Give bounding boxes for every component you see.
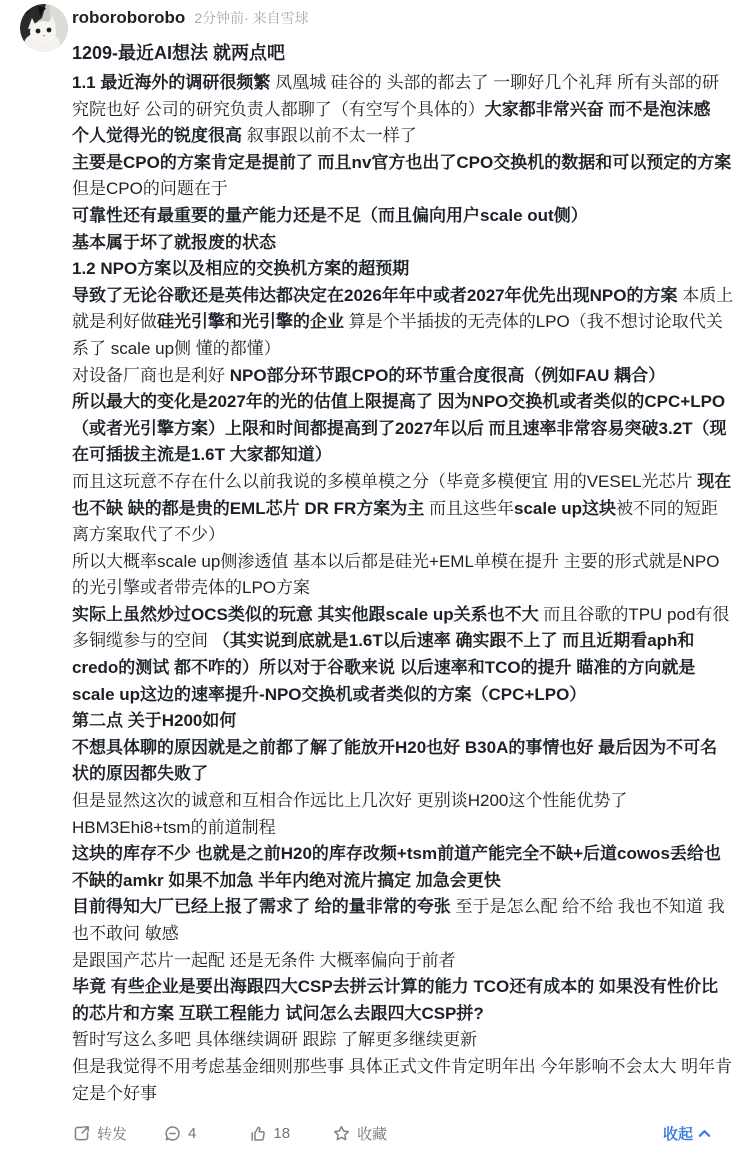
post-text-line [72,868,712,895]
username[interactable]: roboroborobo [72,8,186,27]
post-text-line [72,602,730,629]
post-text-segment: 凤凰城 硅谷的 头部的都去了 一聊好几个礼拜 所有头部的研 [270,73,719,92]
post-text-bold-segment: 目前得知大厂已经上报了需求了 给的量非常的夸张 [72,897,451,917]
post-text-line [72,1027,712,1054]
like-count: 18 [273,1124,291,1142]
favorite-button[interactable] [332,1123,387,1144]
post-text-line [72,948,712,975]
post-text-line [72,841,721,868]
post-text-line [72,894,725,921]
comment-icon [163,1124,182,1143]
post-text-line [72,735,718,762]
post-text-bold-segment: 现在 [697,471,732,491]
post-text-line [72,974,719,1001]
comment-button[interactable] [163,1124,196,1143]
post-text-bold-segment: 1.1 最近海外的调研很频繁 [72,73,271,92]
post-text-bold-segment: 毕竟 有些企业是要出海跟四大CSP去拼云计算的能力 TCO还有成本的 如果没有性价比 [72,977,719,997]
post-text-segment: 但是显然这次的诚意和互相合作远比上几次好 更别谈H200这个性能优势了 [72,791,628,811]
post-text-line [72,1081,712,1108]
post-text-line [72,97,712,124]
post-text-segment: 叙事跟以前不太一样了 [242,126,417,146]
post-text-bold-segment: （其实说到底就是1.6T以后速率 确实跟不上了 而且近期看aph和 [212,631,695,651]
post-text-segment: 多铜缆参与的空间 [72,631,213,651]
post-text-segment: 的光引擎或者带壳体的LPO方案 [72,578,311,598]
post-text-bold-segment: 也不缺 缺的都是贵的EML芯片 DR FR方案为主 [72,498,425,518]
post-text-line [72,522,712,549]
post-text-bold-segment: 第二点 关于H200如何 [72,711,237,731]
post-text-bold-segment: （或者光引擎方案）上限和时间都提高到了2027年以后 而且速率非常容易突破3.2T（现 [72,418,727,438]
post-body [72,70,734,1107]
post-text-bold-segment: 所以最大的变化是2027年的光的估值上限提高了 因为NPO交换机或者类似的CPC+LPO [72,392,726,412]
post-text-line [72,230,712,257]
forward-button[interactable] [72,1123,127,1144]
user-avatar[interactable] [20,4,68,52]
post-text-bold-segment: 的芯片和方案 互联工程能力 试问怎么去跟四大CSP拼? [72,1003,484,1023]
post-meta-timestamp: 2分钟前· 来自雪球 [194,10,309,26]
post-text-bold-segment: 主要是CPO的方案肯定是提前了 而且nv官方也出了CPO交换机的数据和可以预定的方案 [72,152,732,172]
like-button[interactable] [248,1124,290,1143]
post-text-bold-segment: 基本属于坏了就报废的状态 [72,232,276,252]
post-text-segment: HBM3Ehi8+tsm的前道制程 [72,817,276,837]
post-text-segment: 所以大概率scale up侧渗透值 基本以后都是硅光+EML单模在提升 主要的形式就是NPO [72,551,720,571]
post-text-line [72,1001,712,1028]
cat-avatar-image [20,4,68,52]
favorite-label: 收藏 [357,1125,388,1143]
post-text-segment: 系了 scale up侧 懂的都懂） [72,338,281,358]
post-text-line [72,150,732,177]
post-text-bold-segment: 状的原因都失败了 [72,764,208,784]
post-text-segment: 也不敢问 敏感 [72,924,179,943]
post-text-line [72,682,712,709]
post-text-segment: 但是CPO的问题在于 [72,179,228,199]
post-text-bold-segment: 个人觉得光的锐度很高 [72,126,242,146]
post-text-bold-segment: 在可插拔主流是1.6T 大家都知道） [72,445,332,465]
post-text-bold-segment: scale up这块 [514,498,617,518]
post-text-line [72,708,712,735]
post-text-segment: 对设备厂商也是利好 [72,365,230,385]
post-text-line [72,469,732,496]
post-text-line [72,283,734,310]
post-text-line [72,256,712,283]
post-text-segment: 被不同的短距 [616,498,719,518]
post-content [72,0,734,1153]
post-text-segment: 是跟国产芯片一起配 还是无条件 大概率偏向于前者 [72,950,456,970]
post-text-line [72,496,719,523]
post-text-segment: 离方案取代了不少） [72,525,225,545]
thumbs-up-icon [248,1124,267,1143]
post-text-segment: 而且谷歌的TPU pod有很 [538,604,730,624]
post-text-segment: 究院也好 公司的研究负责人都聊了（有空写个具体的） [72,99,485,119]
post-text-line [72,416,727,443]
post-text-line [72,123,712,150]
post-text-bold-segment: 这块的库存不少 也就是之前H20的库存改频+tsm前道产能完全不缺+后道cowos丢给也 [72,844,721,864]
post-text-line [72,628,712,655]
post-text-segment: 而且这些年 [424,498,515,518]
star-icon [332,1124,351,1143]
post-text-segment: 算是个半插拔的无壳体的LPO（我不想讨论取代关 [344,312,723,332]
post-text-line [72,70,719,97]
action-bar [72,1113,712,1153]
post-text-bold-segment: 导致了无论谷歌还是英伟达都决定在2026年年中或者2027年优先出现NPO的方案 [72,285,678,305]
post-text-line [72,788,712,815]
post-text-bold-segment: 1.2 NPO方案以及相应的交换机方案的超预期 [72,259,410,279]
comment-count: 4 [188,1124,197,1142]
post-text-bold-segment: credo的测试 都不咋的）所以对于谷歌来说 以后速率和TCO的提升 瞄准的方向就是 [72,658,696,678]
post-text-segment: 而且这玩意不存在什么以前我说的多模单模之分（毕竟多模便宜 用的VESEL光芯片 [72,471,698,491]
post-text-line [72,761,712,788]
forward-icon [72,1124,91,1143]
post-text-line [72,442,712,469]
post-text-line [72,336,712,363]
post-text-line [72,1054,733,1081]
collapse-button[interactable] [663,1123,712,1144]
forward-label: 转发 [97,1125,128,1143]
chevron-up-icon [697,1127,712,1140]
post-text-line [72,655,712,682]
post-text-segment: 定是个好事 [72,1083,157,1103]
post-text-bold-segment: 可靠性还有最重要的量产能力还是不足（而且偏向用户scale out侧） [72,205,588,225]
post-text-line [72,815,712,842]
post-text-line [72,575,712,602]
post-text-segment: 但是我觉得不用考虑基金细则那些事 具体正式文件肯定明年出 今年影响不会太大 明年肯 [72,1056,733,1076]
post-text-line [72,921,712,948]
post-text-segment: 本质上 [677,285,734,305]
post-text-bold-segment: 实际上虽然炒过OCS类似的玩意 其实他跟scale up关系也不大 [72,604,539,624]
post-text-line [72,363,712,390]
post-text-bold-segment: 不缺的amkr 如果不加急 半年内绝对流片搞定 加急会更快 [72,870,501,890]
post-text-line [72,309,723,336]
post-text-line [72,203,712,230]
post-text-bold-segment: NPO部分环节跟CPO的环节重合度很高（例如FAU 耦合） [229,365,666,385]
post-text-bold-segment: 大家都非常兴奋 而不是泡沫感 [484,99,711,119]
post-text-line [72,176,712,203]
post-text-bold-segment: scale up这边的速率提升-NPO交换机或者类似的方案（CPC+LPO） [72,684,587,704]
post-text-line [72,389,726,416]
post-text-segment: 至于是怎么配 给不给 我也不知道 我 [450,897,725,917]
post-text-bold-segment: 硅光引擎和光引擎的企业 [157,312,344,332]
post-text-line [72,549,720,576]
post-text-segment: 暂时写这么多吧 具体继续调研 跟踪 了解更多继续更新 [72,1030,478,1050]
post-header [72,8,712,34]
post-text-bold-segment: 不想具体聊的原因就是之前都了解了能放开H20也好 B30A的事情也好 最后因为不可名 [72,737,718,757]
post-title: 1209-最近AI想法 就两点吧 [72,43,286,63]
post-text-segment: 就是利好做 [72,312,157,332]
collapse-label: 收起 [662,1125,693,1143]
